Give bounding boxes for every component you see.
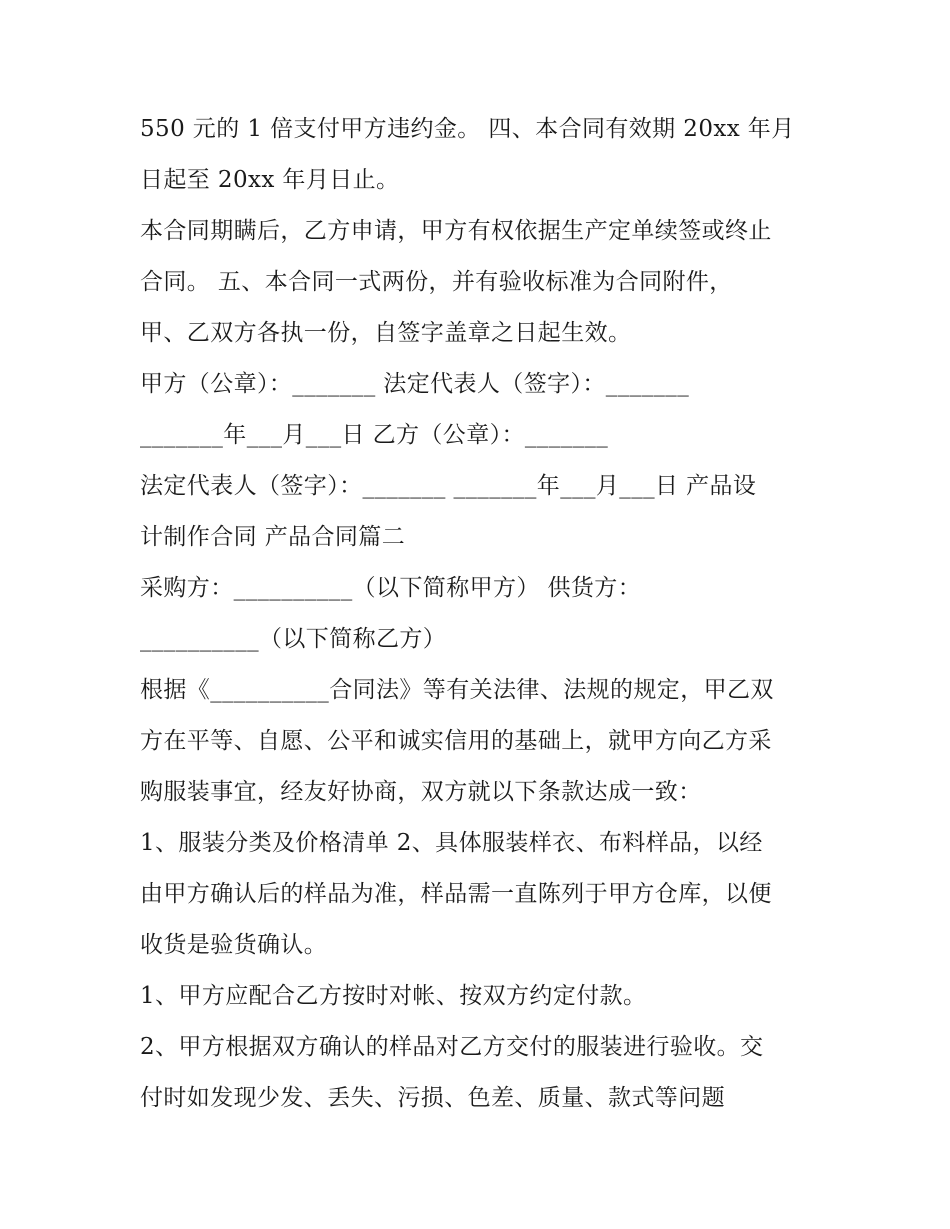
text-line: 付时如发现少发、丢失、污损、色差、质量、款式等问题 xyxy=(140,1085,725,1111)
text-line: 本合同期瞒后，乙方申请，甲方有权依据生产定单续签或终止 xyxy=(140,218,772,244)
text-line: 甲、乙双方各执一份，自签字盖章之日起生效。 xyxy=(140,320,632,346)
signature-line-party-a: 甲方（公章）：_______ 法定代表人（签字）：_______ xyxy=(140,371,690,397)
text-line: 日起至 20xx 年月日止。 xyxy=(140,167,400,193)
text-line: 1、服装分类及价格清单 2、具体服装样衣、布料样品，以经 xyxy=(140,830,763,856)
text-line: 购服装事宜，经友好协商，双方就以下条款达成一致： xyxy=(140,779,702,805)
text-line: 收货是验货确认。 xyxy=(140,932,328,958)
supplier-line: __________（以下简称乙方） xyxy=(140,626,447,652)
purchaser-line: 采购方：__________（以下简称甲方） 供货方： xyxy=(140,575,642,601)
text-line: 合同。 五、本合同一式两份，并有验收标准为合同附件， xyxy=(140,269,733,295)
text-line: 方在平等、自愿、公平和诚实信用的基础上，就甲方向乙方采 xyxy=(140,728,772,754)
contract-text-body xyxy=(140,104,830,1124)
text-line: 550 元的 1 倍支付甲方违约金。 四、本合同有效期 20xx 年月 xyxy=(140,116,795,142)
text-line: 1、甲方应配合乙方按时对帐、按双方约定付款。 xyxy=(140,983,647,1009)
signature-line-representative: 法定代表人（签字）：_______ _______年___月___日 产品设 xyxy=(140,473,757,499)
text-line: 2、甲方根据双方确认的样品对乙方交付的服装进行验收。交 xyxy=(140,1034,764,1060)
text-line: 根据《__________合同法》等有关法律、法规的规定，甲乙双 xyxy=(140,677,774,703)
section-heading: 计制作合同 产品合同篇二 xyxy=(140,524,406,550)
text-line: 由甲方确认后的样品为准，样品需一直陈列于甲方仓库，以便 xyxy=(140,881,772,907)
signature-line-party-b: _______年___月___日 乙方（公章）：_______ xyxy=(140,422,609,448)
